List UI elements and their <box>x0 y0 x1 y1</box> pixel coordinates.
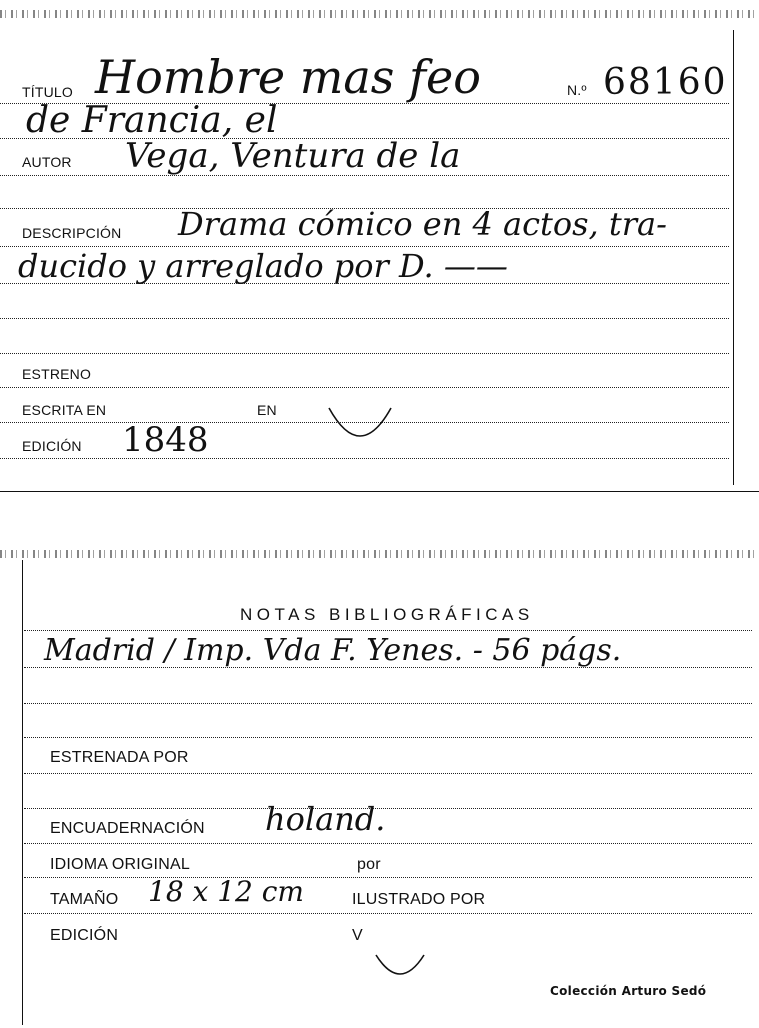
notas-heading: NOTAS BIBLIOGRÁFICAS <box>240 605 534 624</box>
edicion-label: EDICIÓN <box>22 438 82 454</box>
rule <box>24 737 752 738</box>
autor-label: AUTOR <box>22 154 72 170</box>
descripcion-value-continued: ducido y arreglado por D. —— <box>18 247 508 285</box>
titulo-value: Hombre mas feo <box>95 50 481 104</box>
ilustrado-por-label: ILUSTRADO POR <box>352 891 486 908</box>
rule <box>0 387 729 388</box>
numero-value: 68160 <box>603 62 728 103</box>
rule <box>24 703 752 704</box>
numero-label: N.º <box>567 82 587 98</box>
escrita-en-label: ESCRITA EN <box>22 402 107 418</box>
stamp-mark-icon <box>325 402 395 450</box>
edicion-label: EDICIÓN <box>50 927 119 944</box>
collection-credit: Colección Arturo Sedó <box>550 984 707 998</box>
rule <box>24 773 752 774</box>
rule <box>0 353 729 354</box>
encuadernacion-value: holand. <box>265 800 386 838</box>
rule <box>24 877 752 878</box>
encuadernacion-label: ENCUADERNACIÓN <box>50 820 205 837</box>
edicion-value: 1848 <box>122 420 209 460</box>
scan-noise-top <box>0 550 759 558</box>
tamano-label: TAMAÑO <box>50 891 119 908</box>
autor-value: Vega, Ventura de la <box>125 136 461 176</box>
rule <box>24 843 752 844</box>
card-right-edge <box>733 30 734 485</box>
rule <box>0 318 729 319</box>
rule <box>24 808 752 809</box>
card-left-edge <box>22 560 23 1025</box>
idioma-original-label: IDIOMA ORIGINAL <box>50 856 190 873</box>
titulo-value-continued: de Francia, el <box>26 100 278 141</box>
rule <box>24 913 752 914</box>
rule <box>24 630 752 631</box>
stamp-mark-icon <box>372 949 428 985</box>
scan-noise-top <box>0 10 759 18</box>
card-bottom-edge <box>0 491 759 492</box>
catalog-card-back <box>0 545 759 1028</box>
titulo-label: TÍTULO <box>22 84 73 100</box>
rule <box>0 458 729 459</box>
en-label: EN <box>257 402 277 418</box>
descripcion-value: Drama cómico en 4 actos, tra- <box>178 205 667 243</box>
descripcion-label: DESCRIPCIÓN <box>22 225 122 241</box>
notas-value: Madrid / Imp. Vda F. Yenes. - 56 págs. <box>44 633 622 668</box>
estrenada-por-label: ESTRENADA POR <box>50 749 189 766</box>
catalog-card-front <box>0 0 759 492</box>
v-label: V <box>352 927 363 944</box>
por-label: por <box>357 856 381 873</box>
estreno-label: ESTRENO <box>22 366 92 382</box>
tamano-value: 18 x 12 cm <box>148 875 304 908</box>
